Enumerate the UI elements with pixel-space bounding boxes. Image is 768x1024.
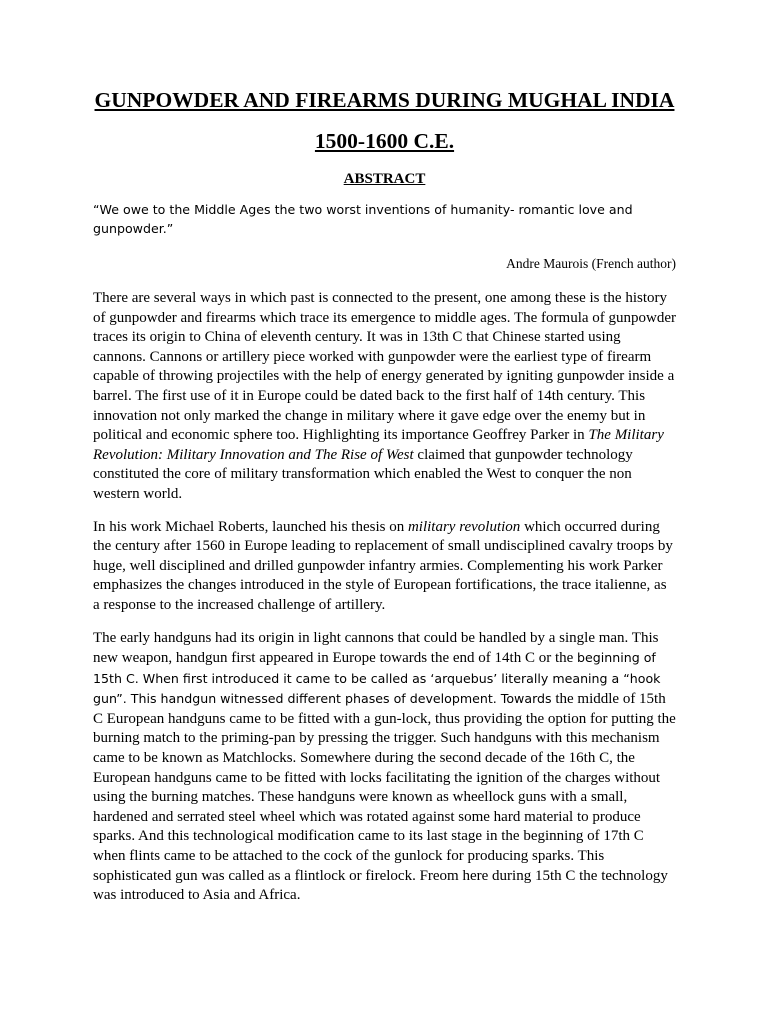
body-paragraph-2	[93, 518, 676, 616]
paragraph-3-text-sans: beginning of 15th C. When first introduced it came to be called as ‘arquebus’ literally meaning a “hook gun”. This handgun witnessed different phases of development. Towards	[93, 650, 661, 707]
paragraph-3-text-end: the middle of 15th C European handguns came to be fitted with a gun-lock, thus providing the option for putting the burning match to the priming-pan by pressing the trigger. Such handguns with this mechanism came to be known as Matchlocks. Somewhere during the second decade of the 16th C, the European handguns came to be fitted with locks facilitating the ignition of the charges without using the burning matches. These handguns were known as wheellock guns with a small, hardened and serrated steel wheel which was rotated against some hard material to produce sparks. And this technological modification came to its last stage in the beginning of 17th C when flints came to be attached to the cock of the gunlock for producing sparks. This sophisticated gun was called as a flintlock or firelock. Freom here during 15th C the technology was introduced to Asia and Africa.	[93, 691, 676, 904]
document-title: GUNPOWDER AND FIREARMS DURING MUGHAL INDIA	[94, 88, 675, 112]
military-revolution-term: military revolution	[407, 518, 521, 535]
abstract-heading: ABSTRACT	[343, 171, 426, 187]
body-paragraph-1	[93, 289, 676, 505]
paragraph-3-text-start: The early handguns had its origin in light cannons that could be handled by a single man. This new weapon, handgun first appeared in Europe towards the end of 14th C or the	[93, 629, 659, 667]
paragraph-2-text-end: which occurred during the century after 1560 in Europe leading to replacement of small undisciplined cavalry troops by huge, well disciplined and drilled gunpowder infantry armies. Complementing his work Parker emphasizes the changes introduced in the style of European fortifications, the trace italienne, as a response to the increased challenge of artillery.	[93, 518, 673, 613]
document-page	[93, 86, 676, 906]
book-title: The Military Revolution: Military Innovation and The Rise of West	[93, 427, 664, 463]
date-range-heading: 1500-1600 C.E.	[314, 129, 455, 153]
epigraph-quote: “We owe to the Middle Ages the two worst inventions of humanity- romantic love and gunpowder.”	[93, 202, 633, 236]
paragraph-2-text-start: In his work Michael Roberts, launched his thesis on	[93, 518, 408, 535]
paragraph-1-text-start: There are several ways in which past is connected to the present, one among these is the history of gunpowder and firearms which trace its emergence to middle ages. The formula of gunpowder traces its origin to China of eleventh century. It was in 13th C that Chinese started using cannons. Cannons or artillery piece worked with gunpowder were the earliest type of firearm capable of throwing projectiles with the help of energy generated by igniting gunpowder inside a barrel. The first use of it in Europe could be dated back to the first half of 14th century. This innovation not only marked the change in military where it gave edge over the enemy but in political and economic sphere too. Highlighting its importance Geoffrey Parker in	[93, 290, 677, 444]
quote-attribution: Andre Maurois (French author)	[506, 256, 676, 271]
paragraph-1-text-end: claimed that gunpowder technology constituted the core of military transformation which enabled the West to conquer the non western world.	[93, 446, 633, 502]
body-paragraph-3	[93, 629, 676, 906]
